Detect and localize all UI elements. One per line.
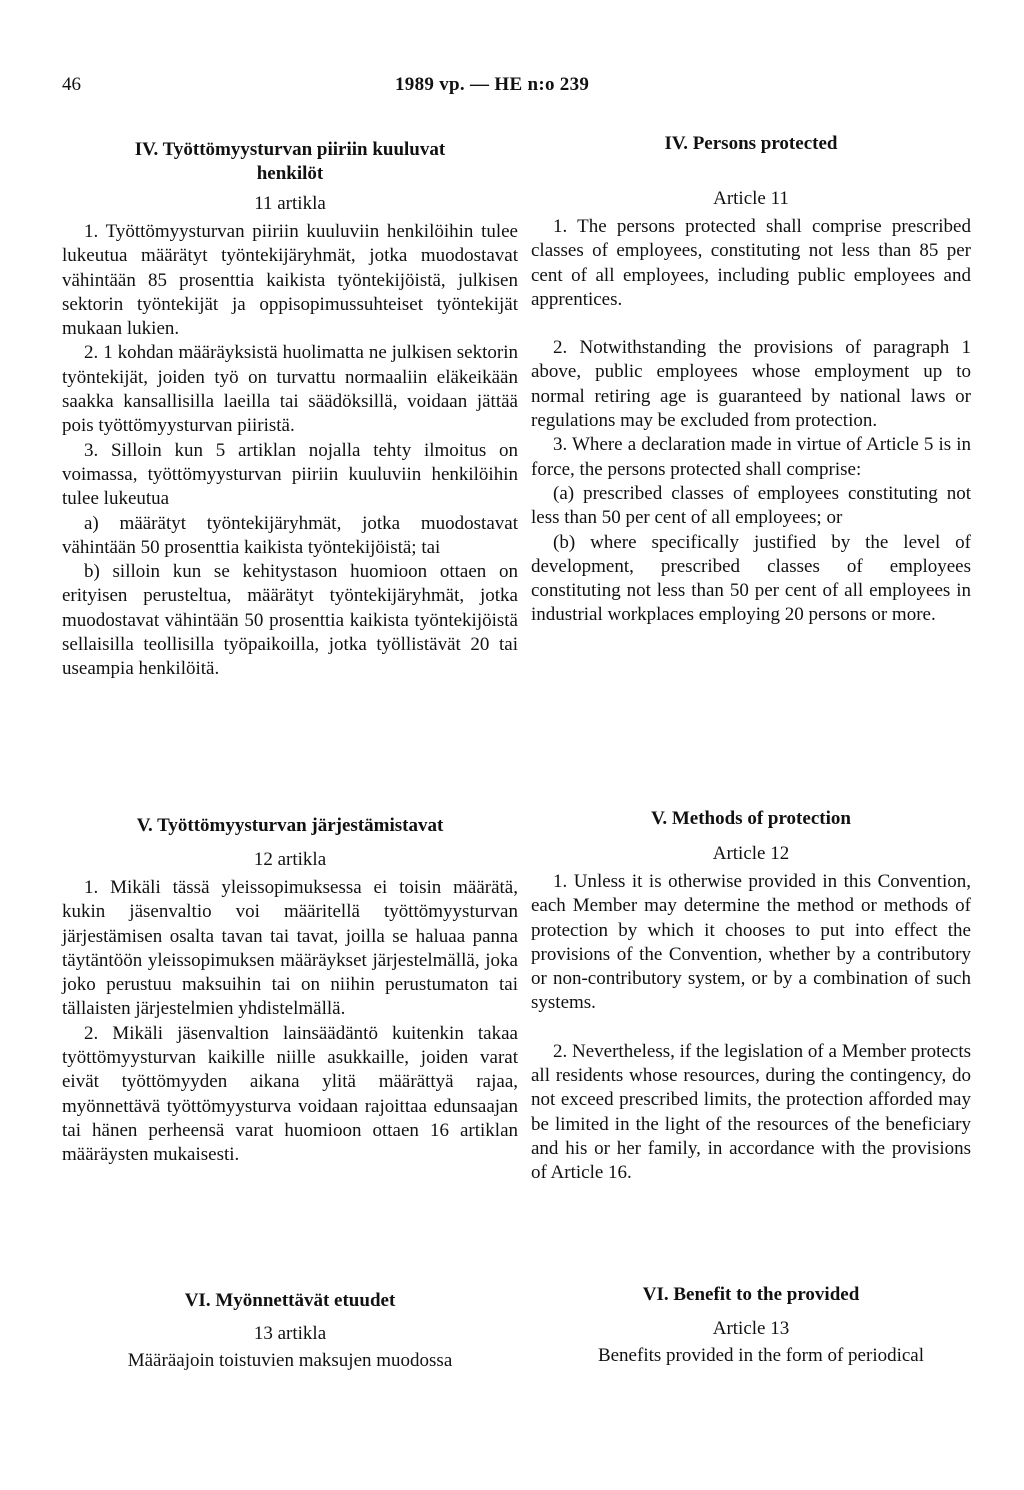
en-vi-line: Benefits provided in the form of periodical [597, 1345, 925, 1366]
fi-heading-v: V. Työttömyysturvan järjestämistavat [136, 815, 444, 836]
fi-v-para-1: 1. Mikäli tässä yleissopimuksessa ei toisin määrätä, kukin jäsenvaltio voi määritellä työttömyysturvan järjestämisen osalta tavan tai tavat, joilla se haluaa panna täytäntöön yleissopimuksen määräykset järjestelmällä, joka joko perustuu maksuihin tai on niihin perustumaton tai tällaisten järjestelmien yhdistelmällä. [62, 877, 518, 1020]
en-article-11: Article 11 [713, 188, 789, 209]
fi-article-11: 11 artikla [254, 193, 326, 214]
en-iv-para-a: (a) prescribed classes of employees constituting not less than 50 per cent of all employees; or [531, 482, 971, 529]
fi-iv-para-b: b) silloin kun se kehitystason huomioon ottaen on erityisen perusteltua, määrätyt työntekijäryhmät, jotka muodostavat vähintään 50 prosenttia kaikista työntekijöistä sellaisilla teollisilla työpaikoilla, jotka työllistävät 20 tai useampia henkilöitä. [62, 561, 518, 680]
fi-iv-para-a: a) määrätyt työntekijäryhmät, jotka muodostavat vähintään 50 prosenttia kaikista työntekijöistä; tai [62, 512, 518, 558]
en-iv-para-1: 1. The persons protected shall comprise prescribed classes of employees, constituting not less than 85 per cent of all employees, including public employees and apprentices. [531, 216, 971, 310]
running-title: 1989 vp. — HE n:o 239 [395, 74, 590, 95]
spacer [531, 1016, 971, 1040]
fi-iv-para-1: 1. Työttömyysturvan piiriin kuuluviin henkilöihin tulee lukeutua määrätyt työntekijäryhmät, jotka muodostavat vähintään 85 prosenttia kaikista työntekijöistä, julkisen sektorin työntekijät ja oppisopimussuhteiset työntekijät mukaan lukien. [62, 221, 518, 340]
fi-article-13: 13 artikla [253, 1323, 327, 1344]
en-v-para-2: 2. Nevertheless, if the legislation of a Member protects all residents whose resources, during the contingency, do not exceed prescribed limits, the protection afforded may be limited in the light of the resources of the beneficiary and his or her family, in accordance with the provisions of Article 16. [531, 1040, 971, 1184]
fi-v-para-2: 2. Mikäli jäsenvaltion lainsäädäntö kuitenkin takaa työttömyysturvan kaikille niille asukkaille, joiden varat eivät työttömyyden aikana ylitä määrättyä rajaa, myönnettävä työttömyysturva voidaan rajoittaa edunsaajan tai hänen perheensä varat huomioon ottaen 16 artiklan määräysten mukaisesti. [62, 1022, 518, 1166]
spacer [531, 312, 971, 336]
fi-heading-vi: VI. Myönnettävät etuudet [184, 1290, 396, 1311]
fi-article-12: 12 artikla [253, 849, 327, 870]
en-section-v-body [531, 870, 971, 1186]
en-article-12: Article 12 [712, 843, 790, 864]
en-heading-iv: IV. Persons protected [664, 133, 838, 154]
en-heading-v: V. Methods of protection [651, 808, 851, 829]
en-v-para-1: 1. Unless it is otherwise provided in this Convention, each Member may determine the method or methods of protection by which it chooses to put into effect the provisions of the Convention, whether by a contributory or non-contributory system, or by a combination of such systems. [531, 871, 971, 1014]
en-section-iv-body [531, 215, 971, 628]
en-article-13: Article 13 [712, 1318, 790, 1339]
fi-section-v-body [62, 876, 518, 1168]
en-iv-para-b: (b) where specifically justified by the level of development, prescribed classes of employees constituting not less than 50 per cent of all employees in industrial workplaces employing 20 persons or more. [531, 531, 971, 626]
en-heading-vi: VI. Benefit to the provided [642, 1284, 860, 1305]
en-iv-para-3: 3. Where a declaration made in virtue of Article 5 is in force, the persons protected shall comprise: [531, 434, 971, 480]
fi-heading-iv: IV. Työttömyysturvan piiriin kuuluvat henkilöt [134, 139, 446, 184]
page-number: 46 [62, 74, 81, 95]
fi-section-iv-body [62, 220, 518, 682]
fi-iv-para-2: 2. 1 kohdan määräyksistä huolimatta ne julkisen sektorin työntekijät, joiden työ on turvattu normaaliin eläkeikään saakka kansallisilla laeilla tai säädöksillä, voidaan jättää pois työttömyysturvan piiristä. [62, 342, 518, 437]
en-iv-para-2: 2. Notwithstanding the provisions of paragraph 1 above, public employees whose employment up to normal retiring age is guaranteed by national laws or regulations may be excluded from protection. [531, 337, 971, 432]
fi-iv-para-3: 3. Silloin kun 5 artiklan nojalla tehty ilmoitus on voimassa, työttömyysturvan piiriin kuuluviin henkilöihin tulee lukeutua [62, 439, 518, 510]
fi-vi-line: Määräajoin toistuvien maksujen muodossa [127, 1350, 453, 1371]
